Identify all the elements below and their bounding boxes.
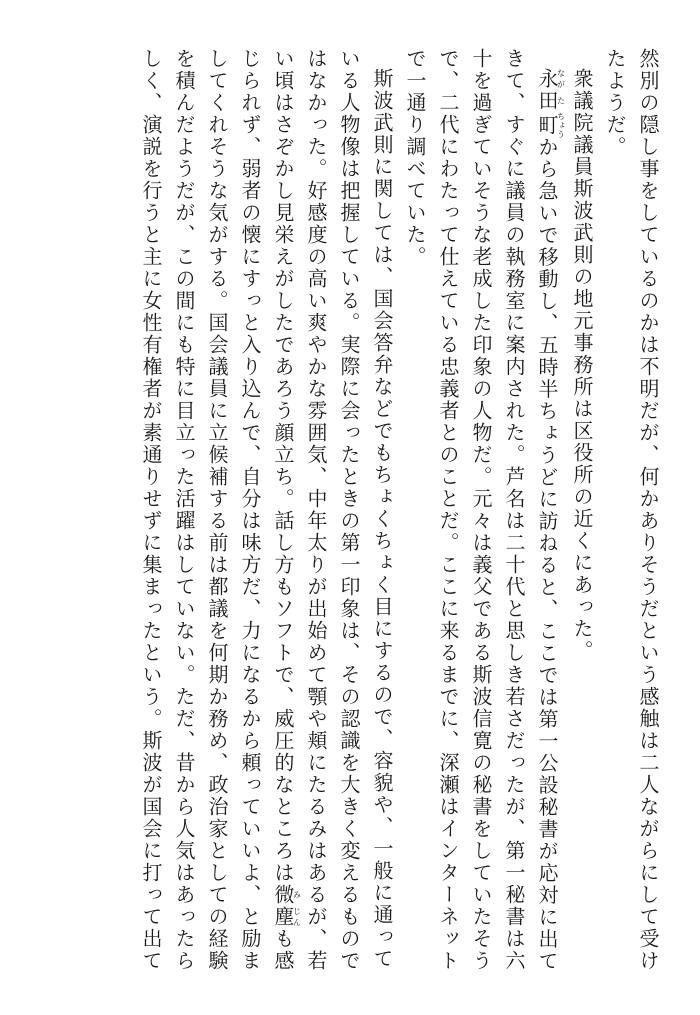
ruby-reading: た [556,90,566,112]
ruby-annotation [271,906,302,928]
paragraph [598,48,664,978]
text-run: 衆議院議員斯波武則の地元事務所は区役所の近くにあった。 [570,68,594,662]
paragraph [134,48,398,978]
ruby-annotation [271,884,302,906]
ruby-annotation [535,90,566,112]
paragraph [398,48,565,978]
ruby-reading: なが [556,68,566,90]
ruby-reading: ちょう [556,112,566,139]
ruby-reading: み [292,884,302,906]
text-run: から急いで移動し、五時半ちょうどに訪ねると、ここでは第一公設秘書が応対に出てきて、すぐに議員の執務室に案内された。芦名は二十代と思しき若さだったが、第一秘書は六十を過ぎていそうな老成した印象の人物だ。元々は義父である斯波信寛の秘書をしていたそうで、二代にわたって仕えている忠義者とのことだ。ここに来るまでに、深瀬はインターネットで一通り調べていた。 [403,48,559,973]
ruby-base: 微 [271,884,295,906]
ruby-base: 永 [535,68,559,90]
ruby-base: 田 [535,90,559,112]
text-run: も感じられず、弱者の懐にすっと入り込んで、自分は味方だ、力になるから頼っていいよ、と励ましてくれそうな気がする。国会議員に立候補する前は都議を何期か務め、政治家としての経験を積んだようだが、この間にも特に目立った活躍はしていない。ただ、昔から人気はあったらしく、演説を行うと主に女性有権者が素通りせずに集まったという。斯波が国会に打って出て [139,48,295,972]
text-run: 然別の隠し事をしているのかは不明だが、何かありそうだという感触は二人ながらにして受けたようだ。 [603,48,660,972]
ruby-base: 塵 [271,906,295,928]
ruby-reading: じん [292,906,302,928]
ruby-annotation [535,112,566,139]
ruby-base: 町 [535,112,559,139]
text-run: 斯波武則に関しては、国会答弁などでもちょくちょく目にするので、容貌や、一般に通っている人物像は把握している。実際に会ったときの第一印象は、その認識を大きく変えるものではなかった。好感度の高い爽やかな雰囲気、中年太りが出始めて顎や頬にたるみはあるが、若い頃はさぞかし見栄えがしたであろう顔立ち。話し方もソフトで、威圧的なところは [271,48,394,972]
vertical-body-text [34,48,664,978]
ruby-annotation [535,68,566,90]
paragraph [565,48,598,978]
